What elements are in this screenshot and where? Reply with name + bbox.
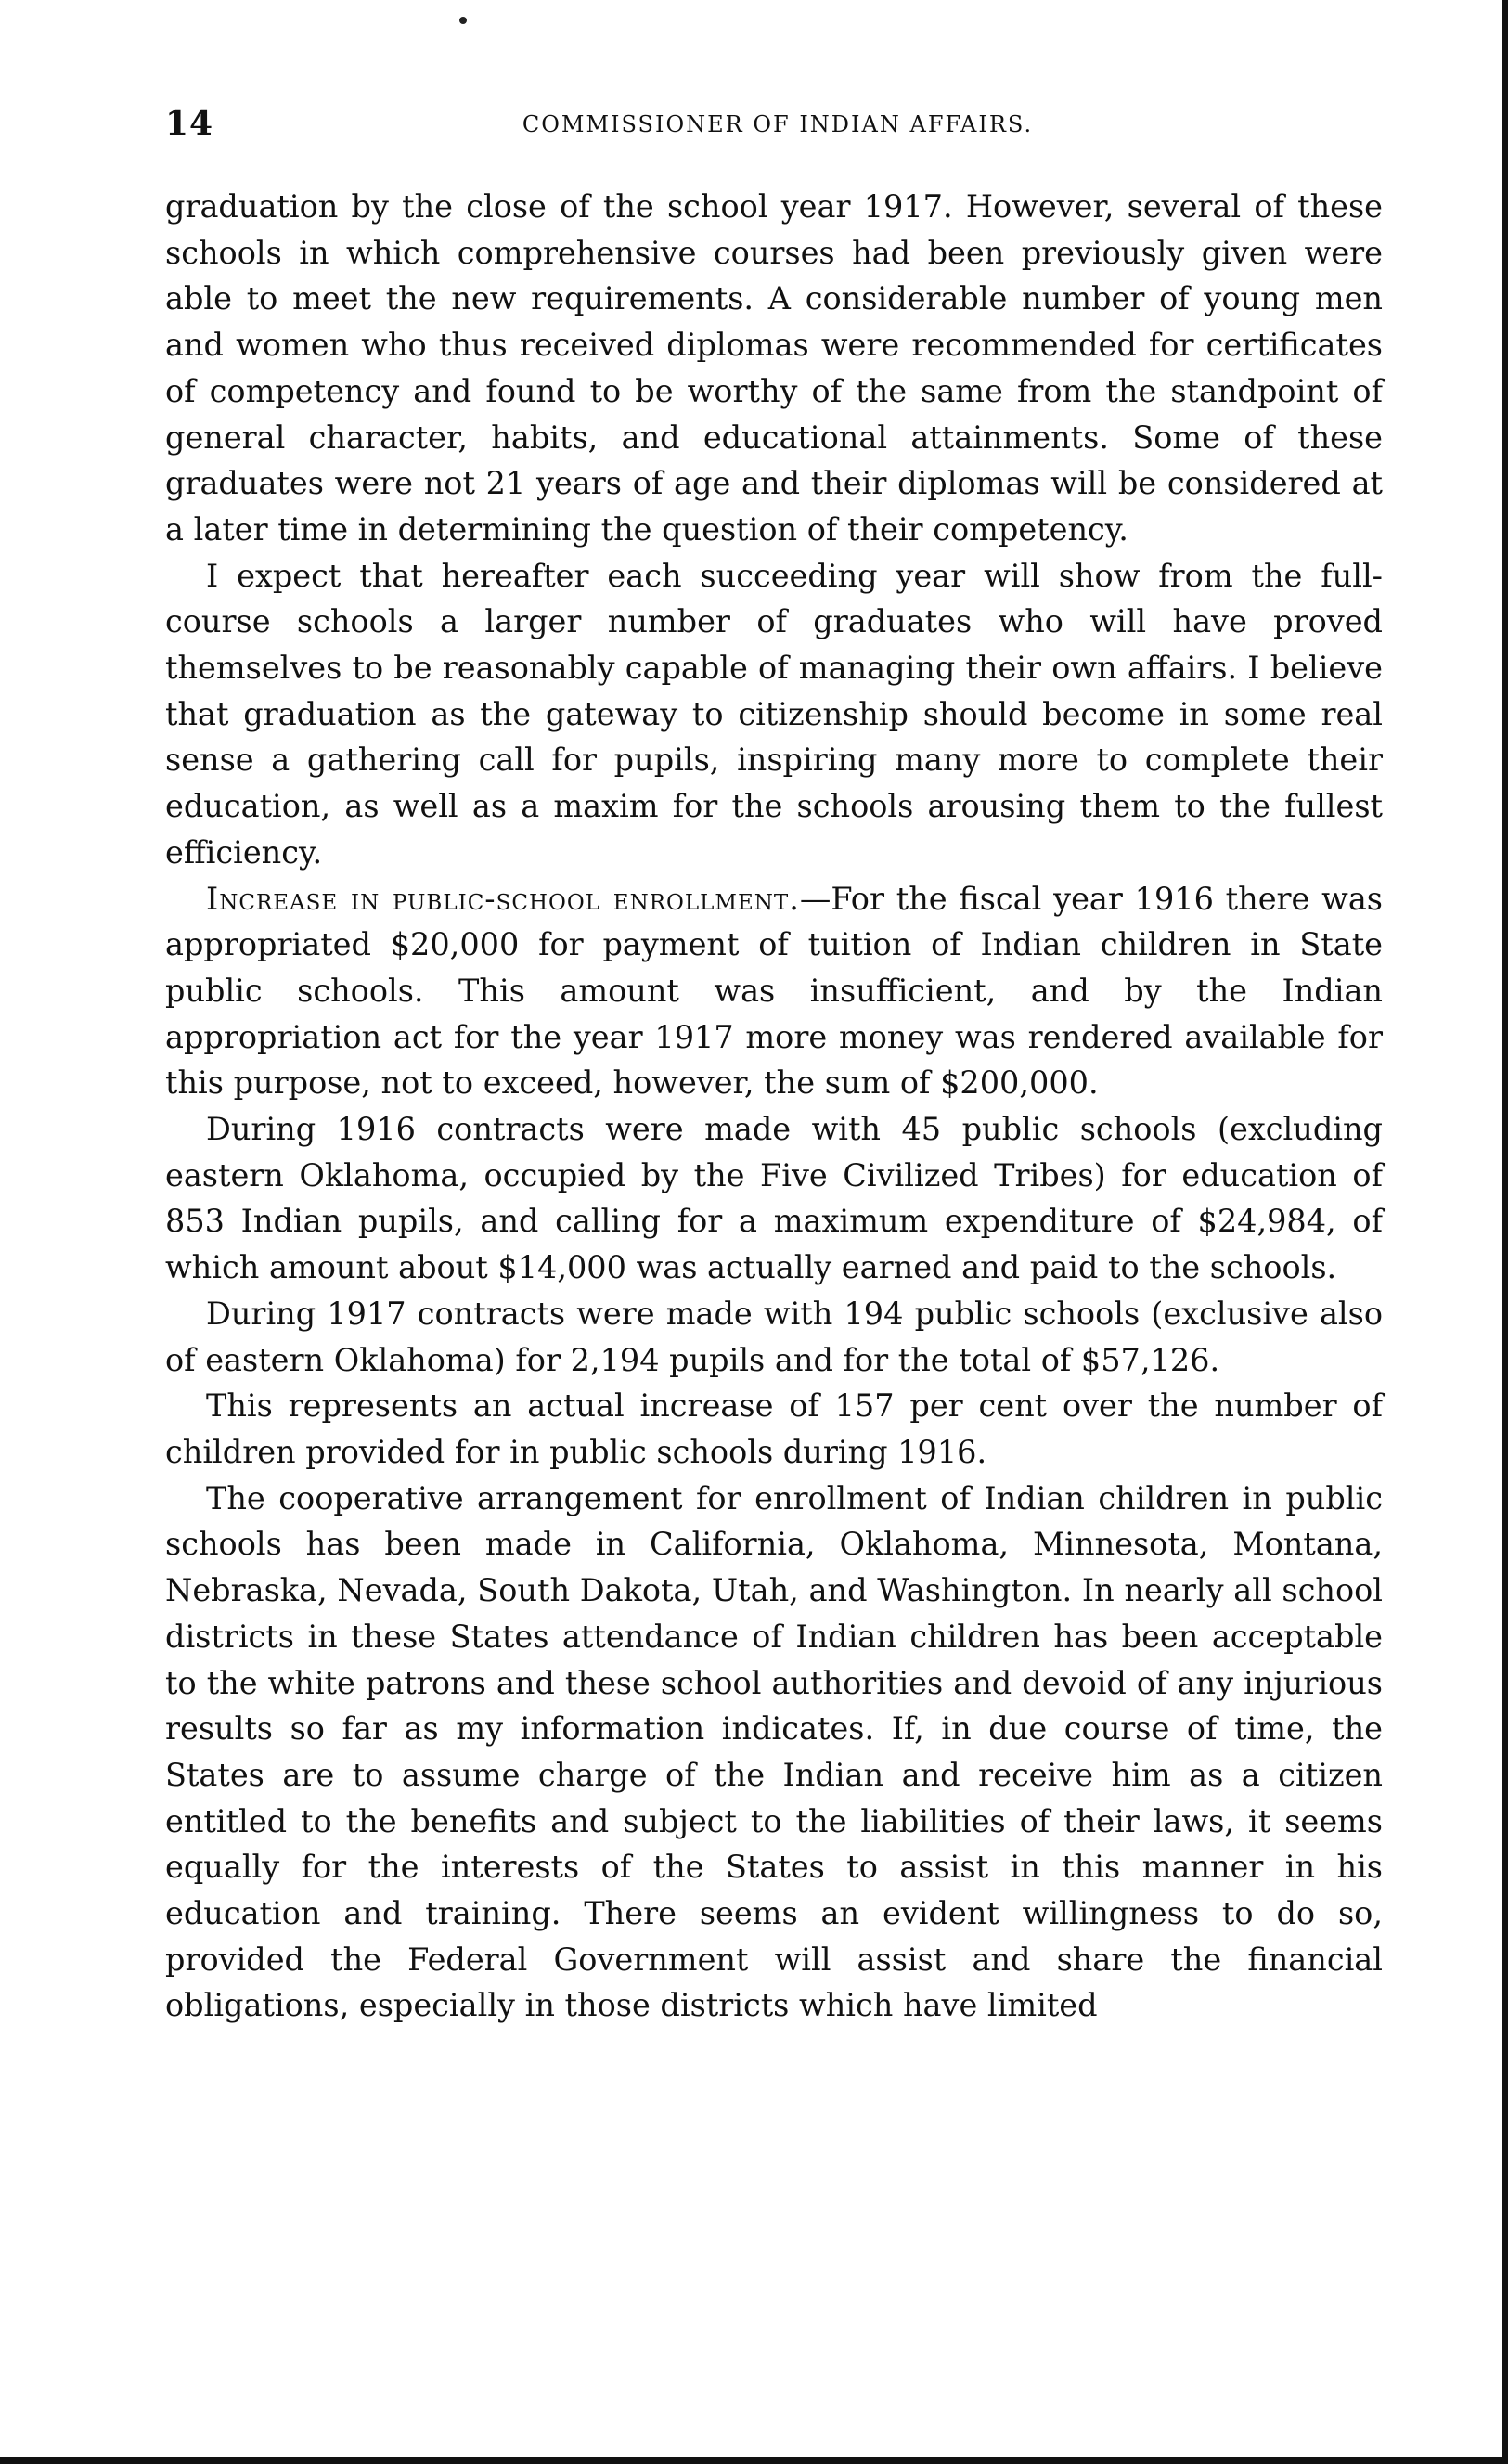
paragraph-cooperative-arrangement: The cooperative arrangement for enrollment of Indian children in public schools has been made in California, Oklahoma, Minnesota, Montana, Nebraska, Nevada, South Dakota, Utah, and Washington. In nearly all school districts in these States attendance of Indian children has been acceptable to the white patrons and these school authorities and devoid of any injurious results so far as my information indicates. If, in due course of time, the States are to assume charge of the Indian and receive him as a citizen entitled to the benefits and subject to the liabilities of their laws, it seems equally for the interests of the States to assist in this manner in his education and training. There seems an evident willingness to do so, provided the Federal Government will assist and share the financial obligations, especially in those districts which have limited <box>165 1479 1383 2024</box>
paragraph-enrollment-increase <box>165 876 1383 1107</box>
paragraph-contracts-1916: During 1916 contracts were made with 45 public schools (excluding eastern Oklahoma, occupied by the Five Civilized Tribes) for education of 853 Indian pupils, and calling for a maximum expenditure of $24,984, of which amount about $14,000 was actually earned and paid to the schools. <box>165 1111 1383 1286</box>
paragraph-increase-percent: This represents an actual increase of 157 per cent over the number of children provided for in public schools during 1916. <box>165 1387 1383 1470</box>
scan-speck <box>459 17 467 24</box>
page-edge-bottom <box>0 2457 1508 2464</box>
paragraph-contracts-1917: During 1917 contracts were made with 194 public schools (exclusive also of eastern Oklahoma) for 2,194 pupils and for the total of $57,126. <box>165 1295 1383 1378</box>
paragraph-graduation-continued: graduation by the close of the school year 1917. However, several of these schools in which comprehensive courses had been previously given were able to meet the new requirements. A considerable number of young men and women who thus received diplomas were recommended for certificates of competency and found to be worthy of the same from the standpoint of general character, habits, and educational attainments. Some of these graduates were not 21 years of age and their diplomas will be considered at a later time in determining the question of their competency. <box>165 188 1383 548</box>
page-number: 14 <box>165 104 214 143</box>
page-edge-right <box>1502 0 1508 2464</box>
body-text <box>165 184 1383 2029</box>
section-heading: Increase in public-school enrollment. <box>206 880 800 917</box>
page-header <box>165 104 1390 150</box>
paragraph-enrollment-increase-text: —For the fiscal year 1916 there was appropriated $20,000 for payment of tuition of Indian children in State public schools. This amount was insufficient, and by the Indian appropriation act for the year 1917 more money was rendered available for this purpose, not to exceed, however, the sum of $200,000. <box>165 880 1383 1102</box>
running-head: COMMISSIONER OF INDIAN AFFAIRS. <box>522 111 1034 137</box>
paragraph-expectation: I expect that hereafter each succeeding year will show from the full-course schools a larger number of graduates who will have proved themselves to be reasonably capable of managing their own affairs. I believe that graduation as the gateway to citizenship should become in some real sense a gathering call for pupils, inspiring many more to complete their education, as well as a maxim for the schools arousing them to the fullest efficiency. <box>165 557 1383 871</box>
